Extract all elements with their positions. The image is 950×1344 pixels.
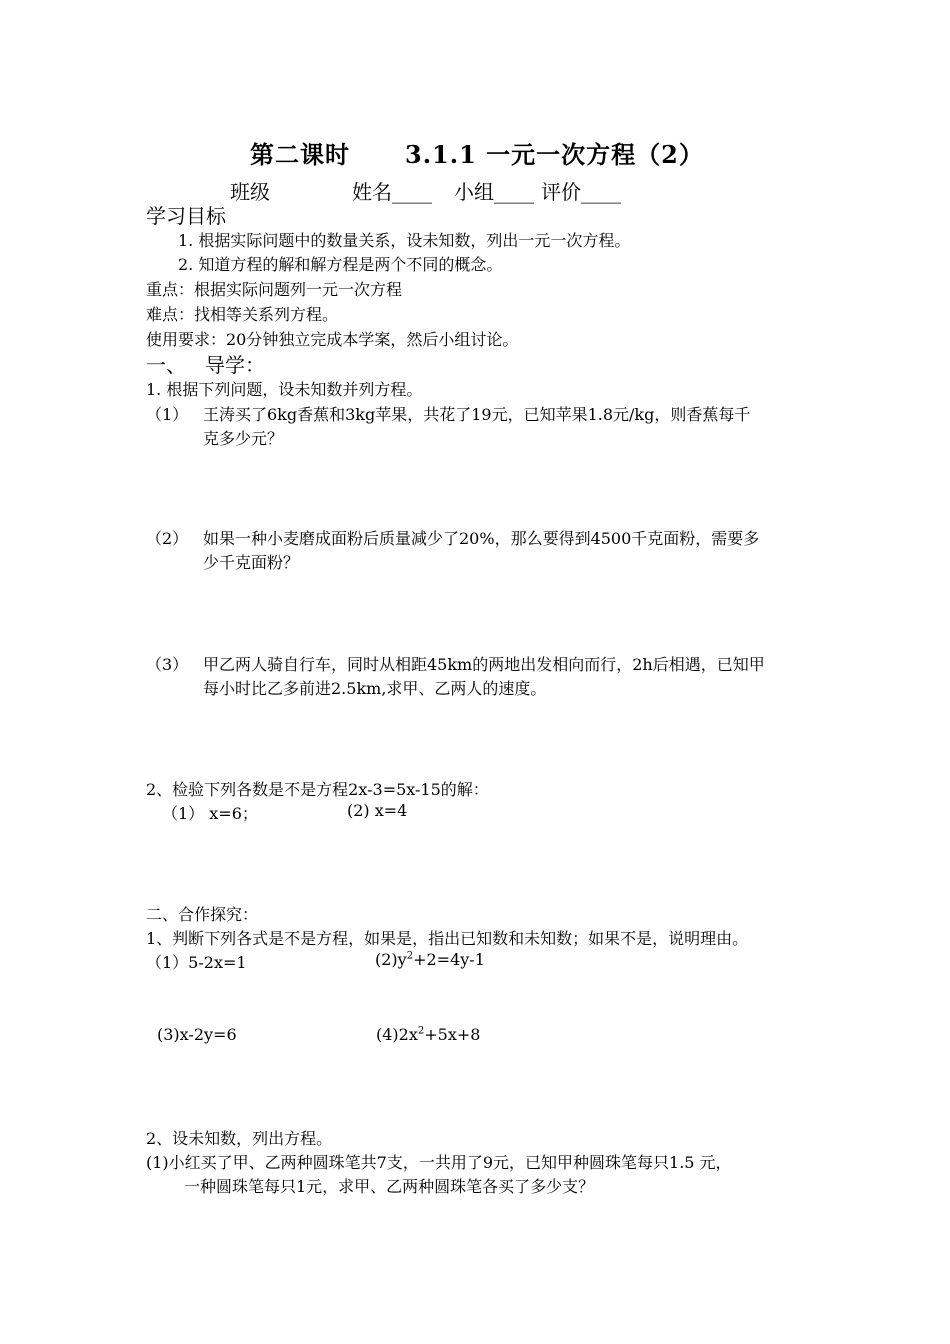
exponent: 2 (417, 1025, 425, 1037)
problem-text: 少千克面粉？ (203, 553, 300, 572)
objective-item: 1. 根据实际问题中的数量关系，设未知数，列出一元一次方程。 (178, 231, 631, 250)
difficulty-point: 难点：找相等关系列方程。 (146, 305, 339, 324)
section2-q1-intro: 1、判断下列各式是不是方程，如果是，指出已知数和未知数；如果不是，说明理由。 (146, 929, 749, 948)
expression-part: +5x+8 (424, 1025, 481, 1044)
usage-requirement: 使用要求：20分钟独立完成本学案，然后小组讨论。 (146, 330, 519, 349)
problem-text: 每小时比乙多前进2.5km,求甲、乙两人的速度。 (203, 679, 547, 698)
check-item: （1） x=6； (162, 804, 258, 823)
evaluation-field: 评价____ (541, 180, 621, 204)
key-point: 重点：根据实际问题列一元一次方程 (146, 280, 403, 299)
expression-part: +2=4y-1 (413, 950, 485, 969)
expression-item (376, 1025, 480, 1044)
objectives-heading: 学习目标 (146, 204, 226, 228)
class-field: 班级 (230, 180, 270, 204)
problem-text: 克多少元？ (203, 429, 284, 448)
section1-q2-intro: 2、检验下列各数是不是方程2x-3=5x-15的解： (146, 780, 489, 799)
problem-label: （3） (146, 655, 189, 674)
lesson-label: 第二课时 (250, 140, 350, 169)
page-title: 3.1.1 一元一次方程（2） (405, 140, 704, 169)
exponent: 2 (406, 950, 414, 962)
section1-q1-intro: 1. 根据下列问题，设未知数并列方程。 (146, 380, 423, 399)
expression-part: (2)y (375, 950, 407, 969)
problem-text: (1)小红买了甲、乙两种圆珠笔共7支，一共用了9元，已知甲种圆珠笔每只1.5 元， (146, 1153, 732, 1172)
problem-text: 如果一种小麦磨成面粉后质量减少了20%，那么要得到4500千克面粉，需要多 (203, 529, 760, 548)
section1-number: 一、 (146, 353, 186, 377)
objective-item: 2. 知道方程的解和解方程是两个不同的概念。 (178, 255, 503, 274)
section1-title: 导学： (205, 353, 265, 377)
expression-item: (3)x-2y=6 (157, 1025, 237, 1044)
name-field: 姓名____ (352, 180, 432, 204)
problem-text: 一种圆珠笔每只1元，求甲、乙两种圆珠笔各买了多少支？ (184, 1177, 595, 1196)
expression-item (375, 950, 485, 969)
problem-text: 甲乙两人骑自行车，同时从相距45km的两地出发相向而行，2h后相遇，已知甲 (203, 655, 765, 674)
section2-title: 二、合作探究： (146, 905, 259, 924)
section2-q2-intro: 2、设未知数，列出方程。 (146, 1129, 333, 1148)
check-item: (2) x=4 (347, 801, 408, 820)
expression-item: （1）5-2x=1 (146, 953, 247, 972)
problem-label: （2） (146, 529, 189, 548)
group-field: 小组____ (454, 180, 534, 204)
problem-label: （1） (146, 405, 189, 424)
expression-part: (4)2x (376, 1025, 418, 1044)
problem-text: 王涛买了6kg香蕉和3kg苹果，共花了19元，已知苹果1.8元/kg，则香蕉每千 (203, 405, 751, 424)
